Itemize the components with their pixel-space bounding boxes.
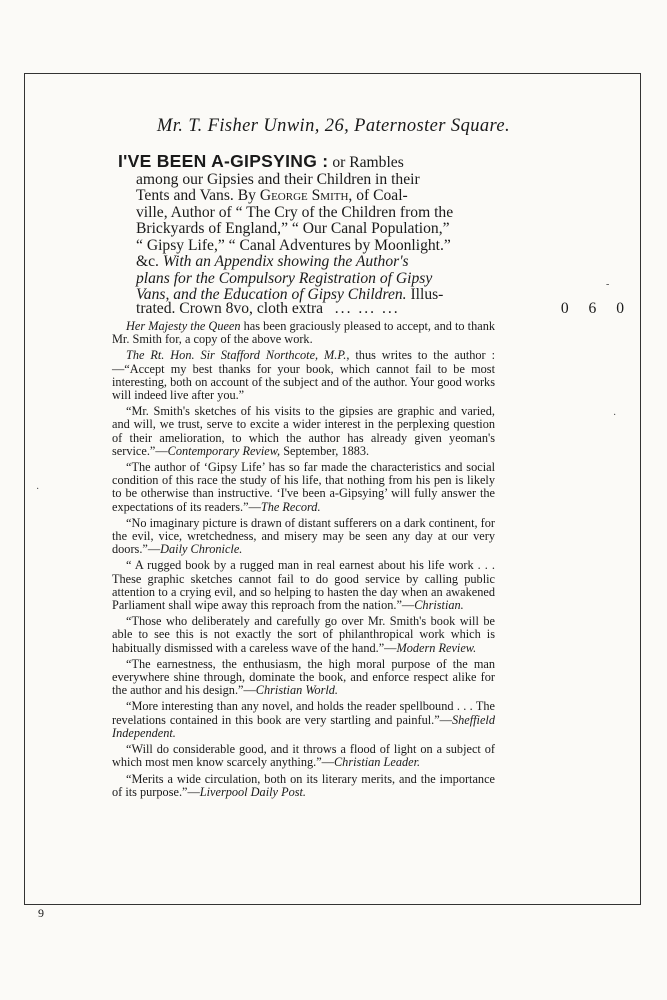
press-notice [112,559,495,612]
press-notice [112,700,495,740]
notice-date: September, 1883. [280,443,370,458]
notice-source: The Rt. Hon. Sir Stafford Northcote, M.P., [126,348,350,363]
margin-mark: · [36,484,40,495]
margin-mark: · [613,410,617,421]
page-number: 9 [38,906,44,920]
press-notice [112,349,495,402]
notice-source: Christian. [414,598,464,613]
listing-text: , of Coal- [348,187,408,204]
press-notice [112,320,495,346]
author-name: George Smith [259,187,349,204]
notice-text: “More interesting than any novel, and holds the reader spellbound . . . The revelations contained in this book are very startling and painful.”— [112,699,495,727]
listing-line: Brickyards of England,” “ Our Canal Population,” [136,220,450,237]
appendix-note: Vans, and the Education of Gipsy Children. [136,286,407,303]
publisher-header: Mr. T. Fisher Unwin, 26, Paternoster Square. [156,116,511,136]
appendix-note: With an Appendix showing the Author's [162,253,409,270]
press-notices [112,320,495,802]
price-row [136,300,632,317]
notice-source: Christian Leader. [333,755,421,770]
notice-source: Contemporary Review, [167,443,281,458]
notice-text: “The author of ‘Gipsy Life’ has so far made the characteristics and social condition of this race the study of his life, that nothing from his pen is likely to be otherwise than instructive. ‘I've been a-Gipsying’ will fully answer the expectations of its readers.”— [112,460,495,514]
listing-line: plans for the Compulsory Registration of Gipsy [136,269,433,287]
title-line [118,153,496,172]
notice-text: “Mr. Smith's sketches of his visits to the gipsies are graphic and varied, and will, we trust, serve to excite a wider interest in the perplexing question of their amelioration, to which the author has already given yeoman's service.”— [112,404,495,458]
notice-text: “No imaginary picture is drawn of distant sufferers on a dark continent, for the evil, vice, wretchedness, and misery may be seen any day at our very doors.”— [112,515,495,557]
notice-text: thus writes to the author :—“Accept my best thanks for your book, which cannot fail to be most interesting, both on account of the subject and of the author. Your good works will indeed live after you.” [112,348,495,403]
listing-text: Tents and Vans. By [136,187,260,204]
notice-source: Modern Review. [396,640,477,655]
notice-source: The Record. [260,499,321,514]
listing-line: ville, Author of “ The Cry of the Children from the [136,203,454,221]
listing-text: &c. [136,253,163,270]
notice-text: “Will do considerable good, and it throws a flood of light on a subject of which most men know scarcely anything.”— [112,742,495,770]
title-line-rest: or Rambles [328,154,404,171]
margin-mark: - [606,279,610,290]
listing-line [118,188,496,205]
leader-dots: ... ... ... [334,300,400,317]
book-title: I'VE BEEN A-GIPSYING : [118,151,329,171]
listing-text: Illus- [406,286,444,303]
notice-text: “The earnestness, the enthusiasm, the high moral purpose of the man everywhere shine through, dominate the book, and enforce respect alike for the author and his design.”— [112,656,495,698]
listing-line: “ Gipsy Life,” “ Canal Adventures by Moonlight.” [136,236,451,254]
notice-source: Sheffield Independent. [112,712,495,740]
notice-text: has been graciously pleased to accept, and to thank Mr. Smith for, a copy of the above work. [112,319,495,347]
format-text: trated. Crown 8vo, cloth extra [136,300,324,317]
notice-source: Christian World. [255,683,339,698]
notice-source: Liverpool Daily Post. [199,784,307,799]
listing-line: among our Gipsies and their Children in their [136,170,420,188]
price: 0 6 0 [560,300,632,317]
press-notice [112,658,495,698]
notice-source: Her Majesty the Queen [126,319,241,333]
notice-text: “Those who deliberately and carefully go over Mr. Smith's book will be able to see this is not exactly the sort of philanthropical work which is habitually dismissed with a careless wave of the hand.”— [112,614,495,655]
press-notice [112,517,495,557]
notice-text: “Merits a wide circulation, both on its literary merits, and the importance of its purpose.”— [112,771,495,799]
listing-line [118,254,496,271]
press-notice [112,773,495,799]
press-notice [112,615,495,655]
book-listing [118,153,496,304]
notice-text: “ A rugged book by a rugged man in real earnest about his life work . . . These graphic sketches cannot fail to do good service by calling public attention to a crying evil, and so helping to hasten the day when an awakened Parliament shall wipe away this reproach from the nation.”— [112,558,495,613]
notice-source: Daily Chronicle. [160,542,243,557]
press-notice [112,405,495,458]
press-notice [112,743,495,769]
press-notice [112,461,495,514]
